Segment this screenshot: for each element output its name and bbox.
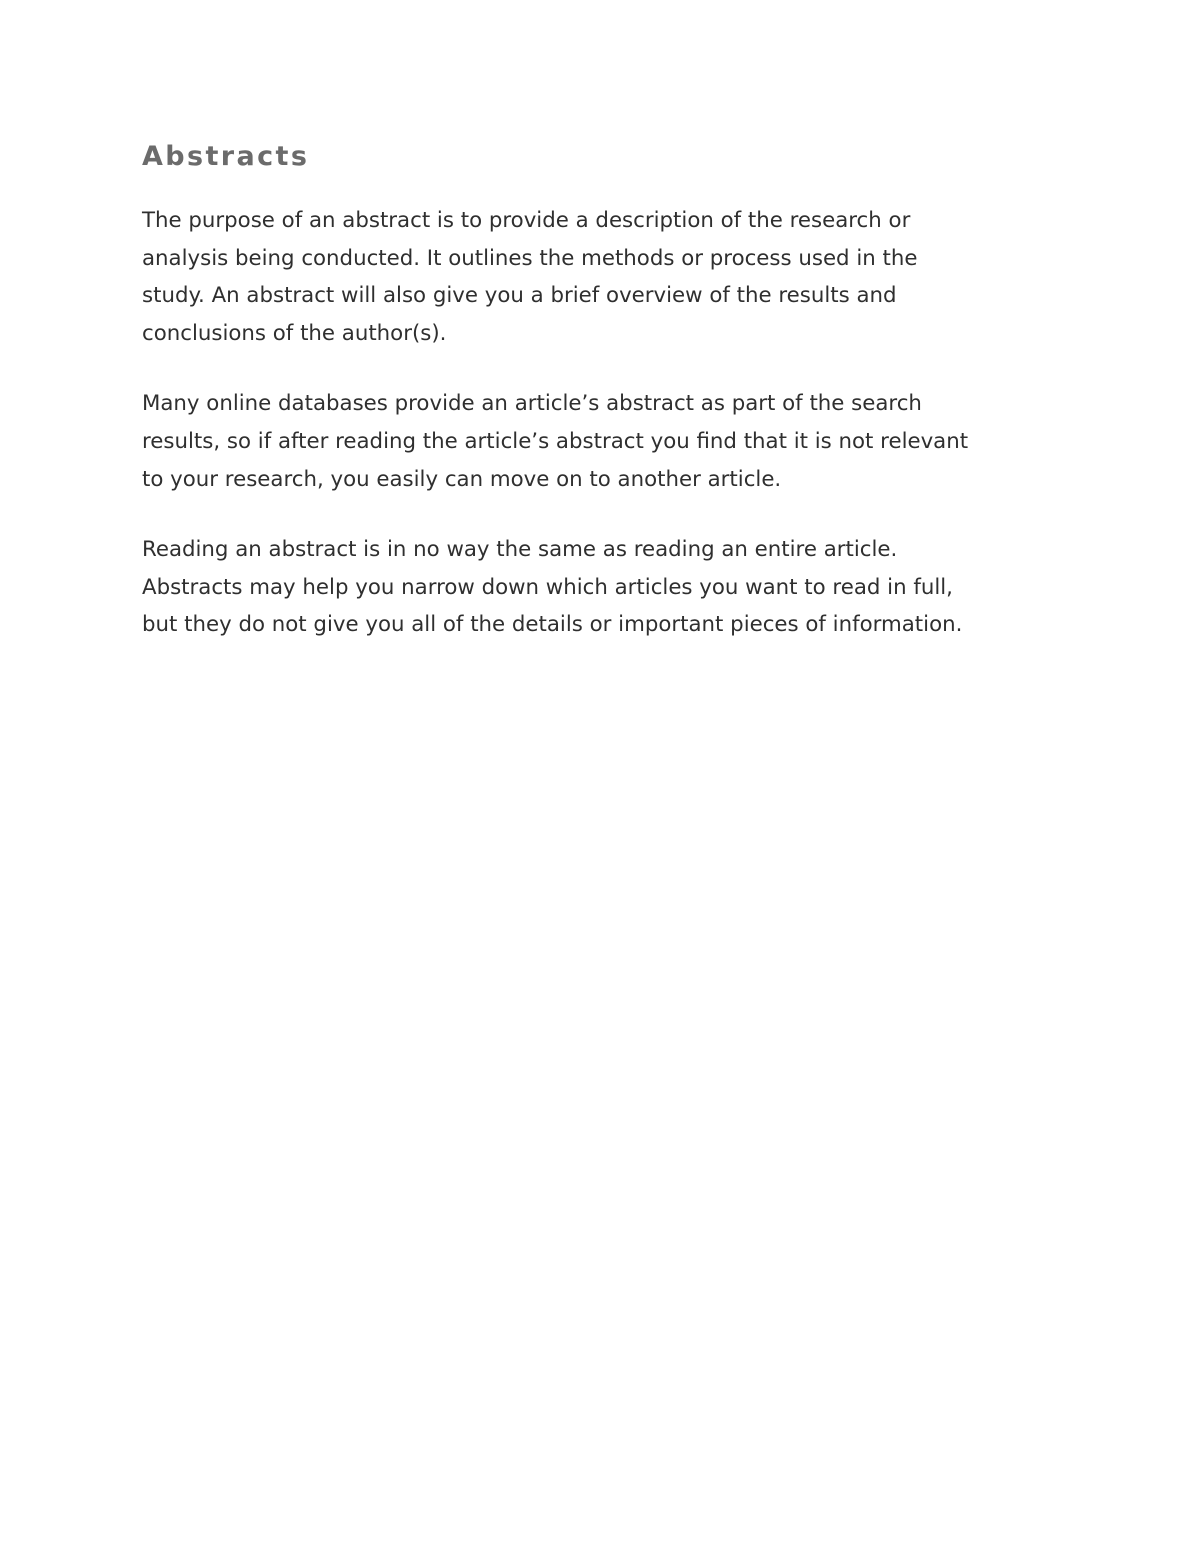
- paragraph-databases: [142, 385, 1072, 498]
- text-line: The purpose of an abstract is to provide a description of the research or: [142, 208, 911, 233]
- paragraph-reading: [142, 531, 1072, 644]
- text-line: to your research, you easily can move on to another article.: [142, 466, 782, 492]
- text-line: Many online databases provide an article’s abstract as part of the search: [142, 391, 922, 417]
- paragraph-purpose: [142, 202, 1072, 352]
- document-body: [142, 138, 1072, 677]
- text-line: Abstracts may help you narrow down which articles you want to read in full,: [142, 574, 953, 600]
- text-line: Reading an abstract is in no way the same as reading an entire article.: [142, 537, 898, 563]
- text-line: results, so if after reading the article’s abstract you find that it is not relevant: [142, 428, 969, 454]
- text-line: but they do not give you all of the details or important pieces of information.: [142, 612, 963, 638]
- text-line: conclusions of the author(s).: [142, 320, 447, 346]
- page-title: Abstracts: [142, 141, 310, 172]
- text-line: study. An abstract will also give you a brief overview of the results and: [142, 283, 897, 309]
- text-line: analysis being conducted. It outlines the methods or process used in the: [142, 245, 918, 271]
